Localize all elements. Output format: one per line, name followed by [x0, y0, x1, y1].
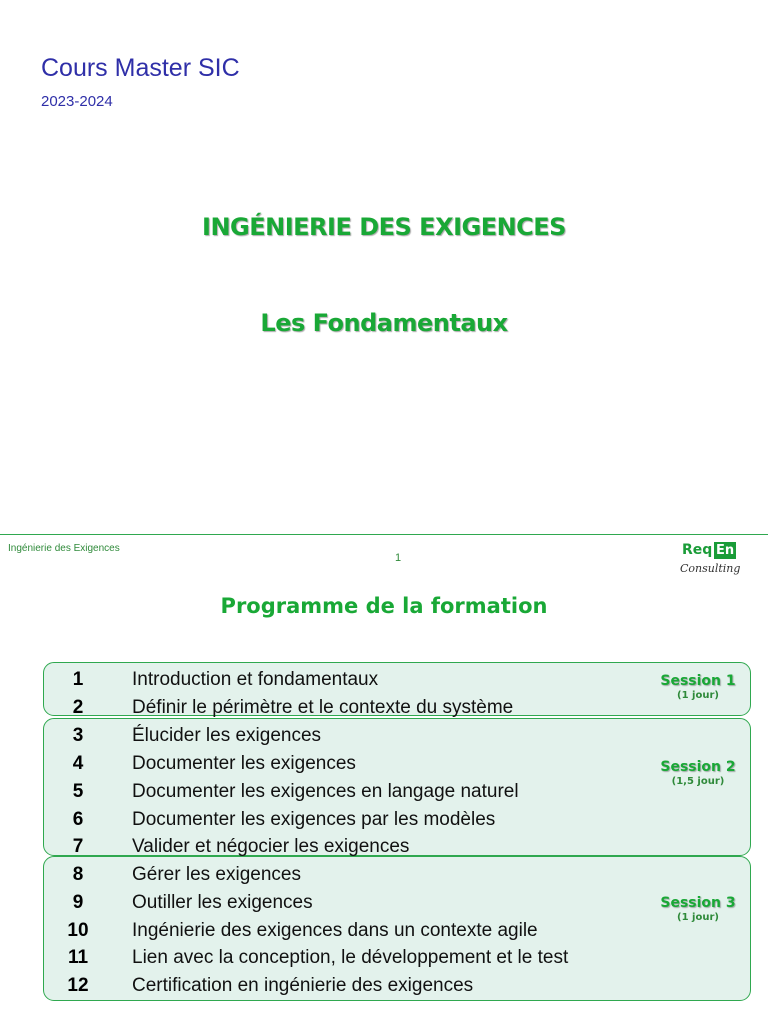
reqen-logo: [680, 542, 744, 582]
session-1-label: [648, 673, 748, 701]
session-3-duration: (1 jour): [677, 912, 719, 923]
module-label: Documenter les exigences en langage naturel: [132, 781, 519, 802]
module-label: Définir le périmètre et le contexte du système: [132, 697, 514, 718]
footer-course-name: Ingénierie des Exigences: [8, 543, 120, 554]
session-2-label: [648, 759, 748, 787]
module-number: 1: [72, 669, 84, 690]
page-number: 1: [395, 552, 402, 564]
module-label: Introduction et fondamentaux: [132, 669, 379, 690]
module-number: 8: [72, 864, 84, 885]
module-label: Certification en ingénierie des exigences: [132, 975, 474, 996]
module-label: Outiller les exigences: [132, 892, 313, 913]
module-label: Valider et négocier les exigences: [132, 836, 410, 857]
module-number: 9: [72, 892, 84, 913]
session-1-duration: (1 jour): [677, 690, 719, 701]
module-number: 3: [72, 725, 84, 746]
sub-title: Les Fondamentaux: [260, 309, 508, 337]
module-label: Lien avec la conception, le développement et le test: [132, 947, 569, 968]
program-title: Programme de la formation: [220, 594, 548, 618]
session-2-duration: (1,5 jour): [671, 776, 725, 787]
logo-text-req: Req: [682, 542, 713, 558]
module-number: 4: [72, 753, 84, 774]
slide-divider: [0, 534, 768, 535]
module-number: 10: [67, 920, 89, 941]
module-number: 7: [72, 836, 84, 857]
module-number: 11: [67, 947, 89, 968]
logo-subtitle: Consulting: [680, 562, 741, 575]
logo-text-en: En: [716, 543, 735, 558]
session-1-name: Session 1: [660, 673, 736, 689]
module-label: Ingénierie des exigences dans un contexte agile: [132, 920, 538, 941]
course-title: Cours Master SIC: [41, 54, 240, 82]
program-slide: [0, 536, 768, 1024]
module-number: 6: [72, 809, 84, 830]
module-number: 12: [67, 975, 89, 996]
session-2-name: Session 2: [660, 759, 736, 775]
module-label: Documenter les exigences par les modèles: [132, 809, 496, 830]
session-3-name: Session 3: [660, 895, 736, 911]
module-label: Gérer les exigences: [132, 864, 301, 885]
session-3-label: [648, 895, 748, 923]
main-title: INGÉNIERIE DES EXIGENCES: [202, 213, 566, 241]
module-number: 5: [72, 781, 84, 802]
module-label: Élucider les exigences: [132, 725, 322, 746]
module-number: 2: [72, 697, 84, 718]
module-label: Documenter les exigences: [132, 753, 356, 774]
course-year: 2023-2024: [41, 93, 113, 110]
